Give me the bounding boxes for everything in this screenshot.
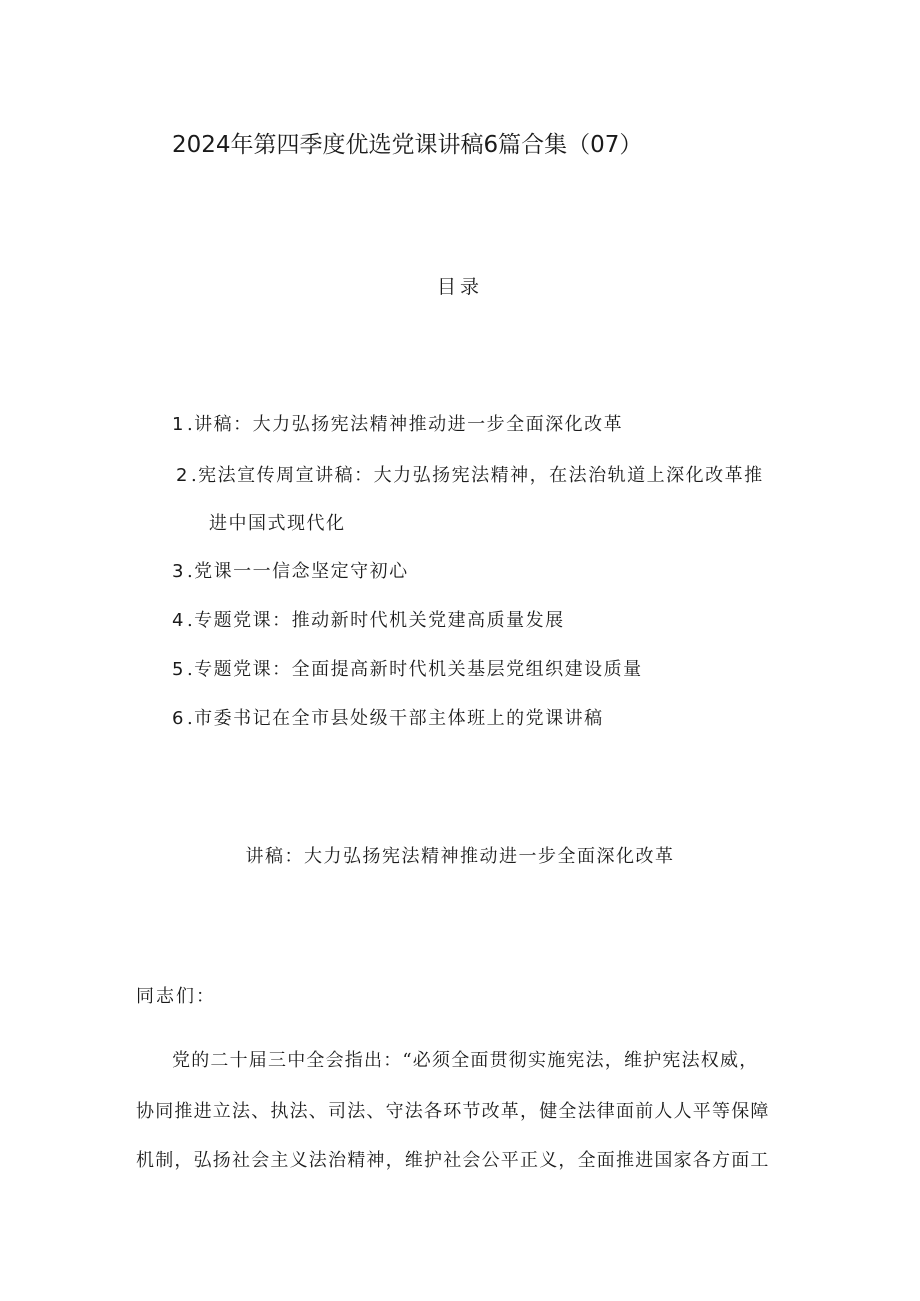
paragraph-line: 党的二十届三中全会指出：“必须全面贯彻实施宪法，维护宪法权威， [172,1050,759,1071]
toc-item-number: 3 [172,561,185,582]
toc-item-continuation[interactable]: 进中国式现代化 [209,513,346,534]
toc-item[interactable] [172,655,643,681]
toc-item[interactable] [176,461,764,487]
paragraph-line: 协同推进立法、执法、司法、守法各环节改革，健全法律面前人人平等保障 [136,1101,770,1122]
toc-item-number: 1 [172,414,185,435]
toc-item[interactable] [172,606,565,632]
section-title: 讲稿：大力弘扬宪法精神推动进一步全面深化改革 [245,846,675,867]
toc-item-number: 4 [172,610,185,631]
toc-item-number: 5 [172,659,185,680]
toc-item[interactable] [172,557,409,583]
toc-item-number: 6 [172,708,185,729]
paragraph-line: 机制，弘扬社会主义法治精神，维护社会公平正义，全面推进国家各方面工 [136,1150,770,1171]
toc-item-text: .专题党课：全面提高新时代机关基层党组织建设质量 [186,659,643,680]
toc-heading: 目录 [436,276,483,298]
toc-item-text: .市委书记在全市县处级干部主体班上的党课讲稿 [186,708,604,729]
document-title: 2024年第四季度优选党课讲稿6篇合集（07） [172,132,643,158]
toc-item[interactable] [172,410,623,436]
toc-item-text: .党课一一信念坚定守初心 [186,561,409,582]
toc-item-text: .宪法宣传周宣讲稿：大力弘扬宪法精神，在法治轨道上深化改革推 [190,465,764,486]
salutation: 同志们： [136,986,216,1007]
toc-item-number: 2 [176,465,189,486]
toc-item[interactable] [172,704,604,730]
toc-item-text: .专题党课：推动新时代机关党建高质量发展 [186,610,565,631]
toc-item-text: .讲稿：大力弘扬宪法精神推动进一步全面深化改革 [186,414,624,435]
